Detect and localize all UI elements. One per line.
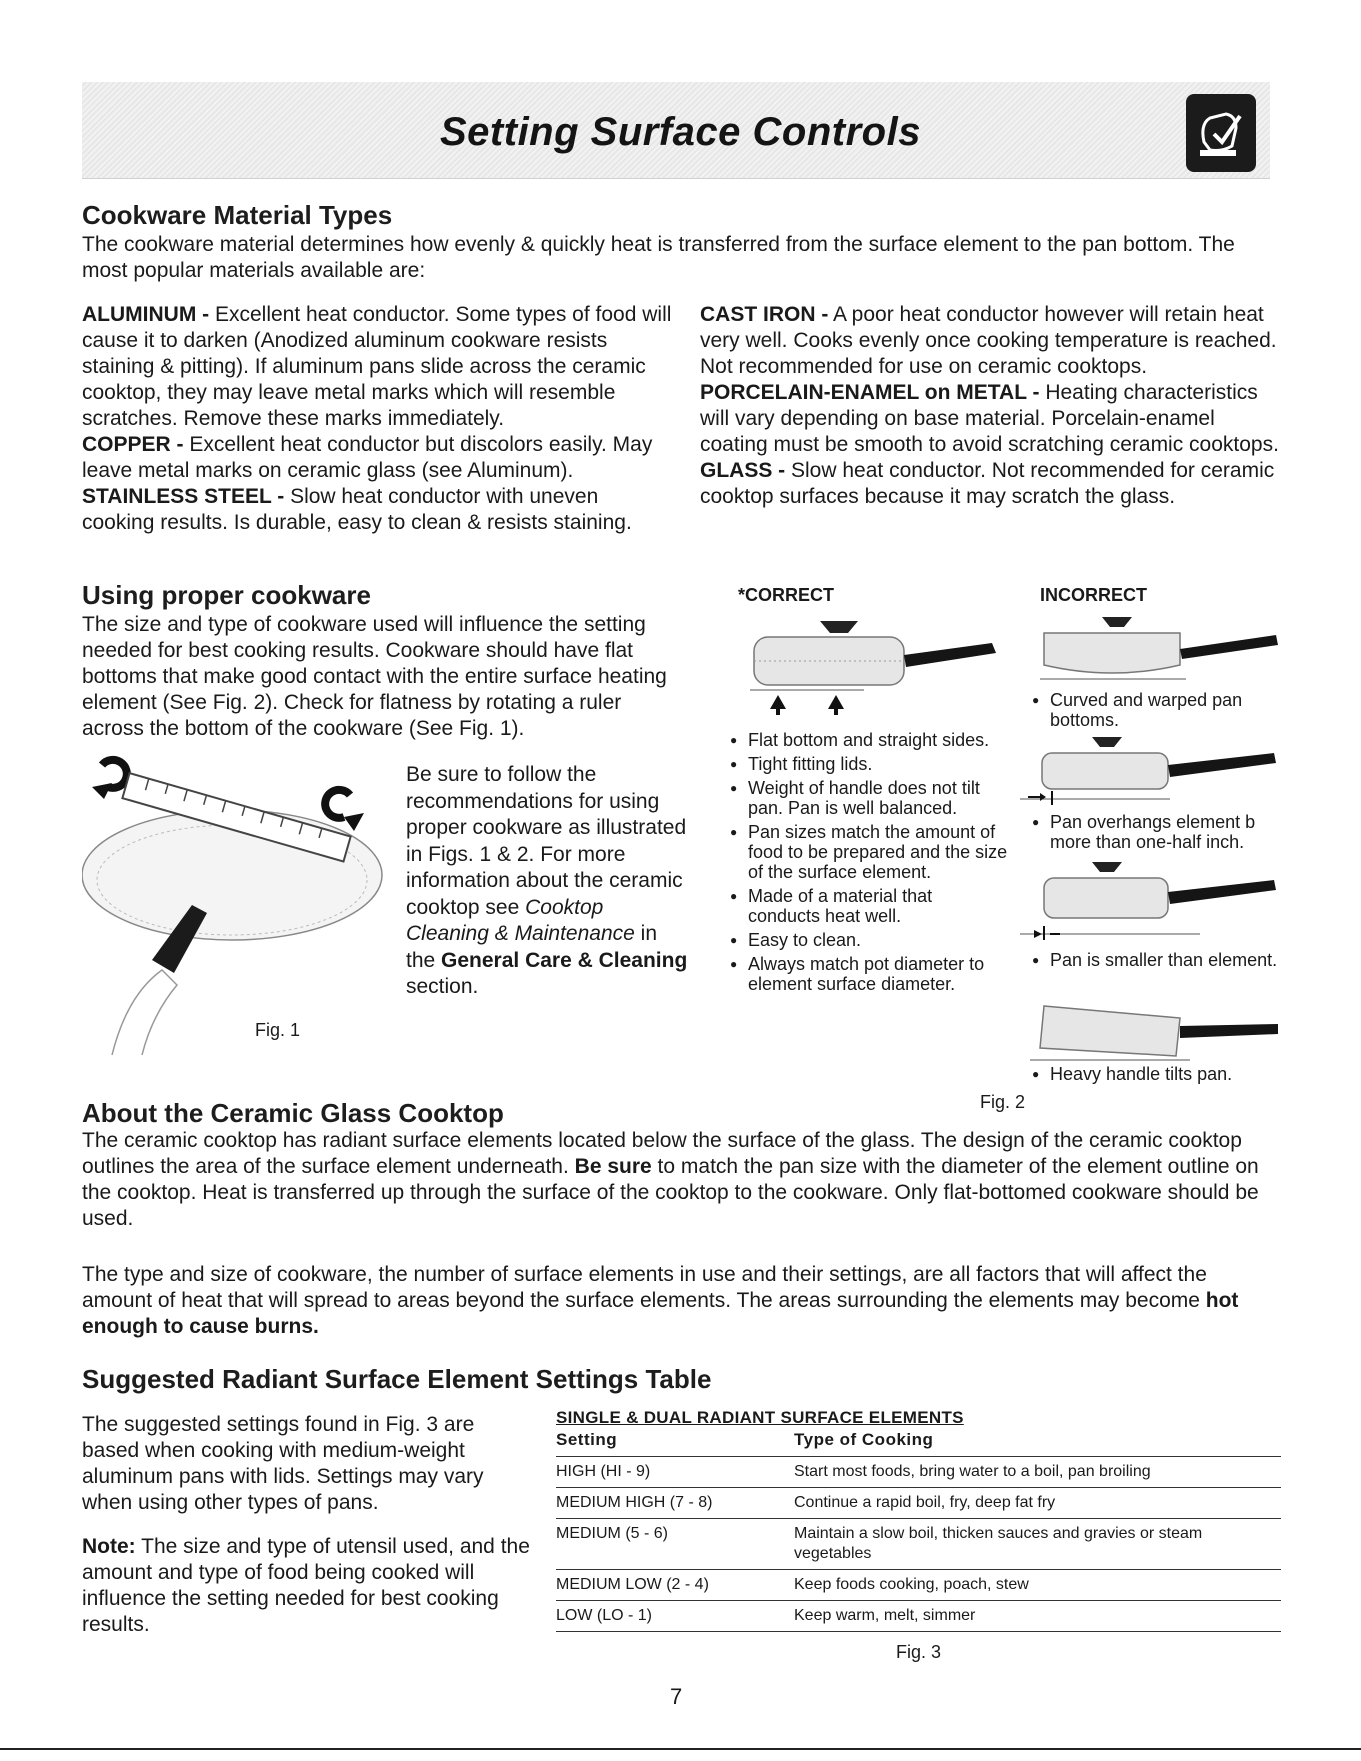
cooking-hand-icon <box>1186 94 1256 172</box>
copper-text: Excellent heat conductor but discolors easily. May leave metal marks on ceramic glass (see Aluminum). <box>82 433 653 482</box>
aluminum-text: Excellent heat conductor. Some types of food will cause it to darken (Anodized aluminum cookware resists staining & pitting). If aluminum pans slide across the ceramic cooktop, they may leave metal marks which will resemble scratches. Remove these marks immediately. <box>82 303 672 430</box>
cookware-material-intro: The cookware material determines how evenly & quickly heat is transferred from the surface element to the pan bottom. The most popular materials available are: <box>82 233 1235 282</box>
table-row <box>556 1457 1281 1488</box>
proper-cookware-text: The size and type of cookware used will influence the setting needed for best cooking results. Cookware should have flat bottoms that make good contact with the entire surface heating element (See Fig. 2). Check for flatness by rotating a ruler across the bottom of the cookware (See Fig. 1). <box>82 613 667 740</box>
type-cell: Start most foods, bring water to a boil, pan broiling <box>794 1463 1151 1480</box>
incorrect-item: ● Pan is smaller than element. <box>1030 950 1280 970</box>
heavy-handle-pan-illustration <box>1030 1000 1280 1062</box>
setting-cell: MEDIUM HIGH (7 - 8) <box>556 1494 713 1511</box>
settings-heading: Suggested Radiant Surface Element Settings Table <box>82 1364 712 1394</box>
cookware-material-heading: Cookware Material Types <box>82 200 393 230</box>
ceramic-p1-bold: Be sure <box>574 1155 652 1178</box>
correct-item: ● Made of a material that conducts heat well. <box>728 886 1008 926</box>
correct-item: ● Tight fitting lids. <box>728 754 1008 774</box>
ceramic-p1-a: The ceramic cooktop has radiant surface elements located below the surface of the glass. The design of the ceramic cooktop outlines the area of the surface element underneath. <box>82 1129 1242 1178</box>
correct-item: ● Always match pot diameter to element surface diameter. <box>728 954 1008 994</box>
warped-pan-illustration <box>1040 615 1290 685</box>
col-setting-header: Setting <box>556 1430 618 1449</box>
follow-end: section. <box>406 975 479 998</box>
settings-left-text: The suggested settings found in Fig. 3 are based when cooking with medium-weight aluminum pans with lids. Settings may vary when using other types of pans. <box>82 1413 484 1514</box>
materials-right-column <box>700 302 1280 510</box>
proper-cookware-heading: Using proper cookware <box>82 580 371 610</box>
page-number: 7 <box>670 1684 683 1709</box>
correct-pan-illustration <box>740 615 1010 715</box>
type-cell: Keep warm, melt, simmer <box>794 1607 976 1624</box>
ceramic-paragraph-1 <box>82 1128 1282 1232</box>
col-type-header: Type of Cooking <box>794 1430 934 1449</box>
copper-label: COPPER - <box>82 433 184 456</box>
small-pan-illustration <box>1020 860 1280 942</box>
settings-table <box>556 1408 1281 1663</box>
ceramic-p1-b: to match the pan size with the diameter of the element outline on the cooktop. Heat is transferred up through the surface of the cooktop to the cookware. Only flat-bottomed cookware should be used. <box>82 1155 1259 1230</box>
castiron-label: CAST IRON - <box>700 303 829 326</box>
overhang-pan-illustration <box>1020 735 1280 807</box>
incorrect-list-2 <box>1030 812 1280 856</box>
cooktop-cleaning-ref: Cooktop Cleaning & Maintenance <box>406 895 635 945</box>
incorrect-item: ● Heavy handle tilts pan. <box>1030 1064 1280 1084</box>
glass-label: GLASS - <box>700 459 786 482</box>
correct-label: *CORRECT <box>738 585 835 605</box>
type-cell: Maintain a slow boil, thicken sauces and gravies or steam vegetables <box>794 1525 1203 1562</box>
incorrect-list-1 <box>1030 690 1280 734</box>
setting-cell: MEDIUM (5 - 6) <box>556 1525 668 1542</box>
incorrect-item: ● Pan overhangs element b more than one-half inch. <box>1030 812 1280 852</box>
porcelain-label: PORCELAIN-ENAMEL on METAL - <box>700 381 1040 404</box>
table-title: SINGLE & DUAL RADIANT SURFACE ELEMENTS <box>556 1408 964 1427</box>
stainless-text: Slow heat conductor with uneven cooking results. Is durable, easy to clean & resists staining. <box>82 485 632 534</box>
table-row <box>556 1519 1281 1570</box>
incorrect-list-4 <box>1030 1064 1280 1088</box>
follow-text: Be sure to follow the recommendations for using proper cookware as illustrated in Figs. 1 & 2. For more information about the ceramic cooktop see <box>406 763 687 919</box>
incorrect-item: ● Curved and warped pan bottoms. <box>1030 690 1280 730</box>
general-care-ref: General Care & Cleaning <box>441 948 688 972</box>
incorrect-list-3 <box>1030 950 1280 974</box>
porcelain-text: Heating characteristics will vary depending on base material. Porcelain-enamel coating must be smooth to avoid scratching ceramic cooktops. <box>700 381 1279 456</box>
fig1-illustration <box>82 755 402 1055</box>
ceramic-p2-bold: hot enough to cause burns. <box>82 1289 1239 1338</box>
follow-mid: in the <box>406 922 658 972</box>
correct-item: ● Weight of handle does not tilt pan. Pan is well balanced. <box>728 778 1008 818</box>
fig2-label: Fig. 2 <box>980 1092 1026 1112</box>
note-text: The size and type of utensil used, and the amount and type of food being cooked will influence the setting needed for best cooking results. <box>82 1535 530 1636</box>
incorrect-label: INCORRECT <box>1040 585 1147 605</box>
fig3-label: Fig. 3 <box>895 1642 942 1662</box>
table-header <box>556 1430 1281 1457</box>
settings-note <box>82 1534 532 1638</box>
materials-left-column <box>82 302 672 536</box>
follow-recommendations-text <box>406 762 691 1001</box>
correct-item: ● Easy to clean. <box>728 930 1008 950</box>
setting-cell: MEDIUM LOW (2 - 4) <box>556 1576 709 1593</box>
correct-list <box>728 730 1008 998</box>
note-label: Note: <box>82 1535 136 1558</box>
type-cell: Continue a rapid boil, fry, deep fat fry <box>794 1494 1056 1511</box>
correct-item: ● Flat bottom and straight sides. <box>728 730 1008 750</box>
table-row <box>556 1488 1281 1519</box>
fig1-label: Fig. 1 <box>255 1020 301 1040</box>
correct-item: ● Pan sizes match the amount of food to be prepared and the size of the surface element. <box>728 822 1008 882</box>
aluminum-label: ALUMINUM - <box>82 303 210 326</box>
bottom-rule <box>0 1748 1361 1750</box>
table-row <box>556 1570 1281 1601</box>
ceramic-p2: The type and size of cookware, the number of surface elements in use and their settings, are all factors that will affect the amount of heat that will spread to areas beyond the surface elements. The areas surrounding the elements may become <box>82 1263 1207 1312</box>
stainless-label: STAINLESS STEEL - <box>82 485 285 508</box>
page-title: Setting Surface Controls <box>440 110 921 154</box>
ceramic-heading: About the Ceramic Glass Cooktop <box>82 1098 504 1128</box>
glass-text: Slow heat conductor. Not recommended for ceramic cooktop surfaces because it may scratch the glass. <box>700 459 1275 508</box>
table-row <box>556 1601 1281 1632</box>
castiron-text: A poor heat conductor however will retain heat very well. Cooks evenly once cooking temperature is reached. Not recommended for use on ceramic cooktops. <box>700 303 1277 378</box>
ceramic-paragraph-2 <box>82 1262 1282 1340</box>
setting-cell: LOW (LO - 1) <box>556 1607 653 1624</box>
setting-cell: HIGH (HI - 9) <box>556 1463 651 1480</box>
type-cell: Keep foods cooking, poach, stew <box>794 1576 1029 1593</box>
